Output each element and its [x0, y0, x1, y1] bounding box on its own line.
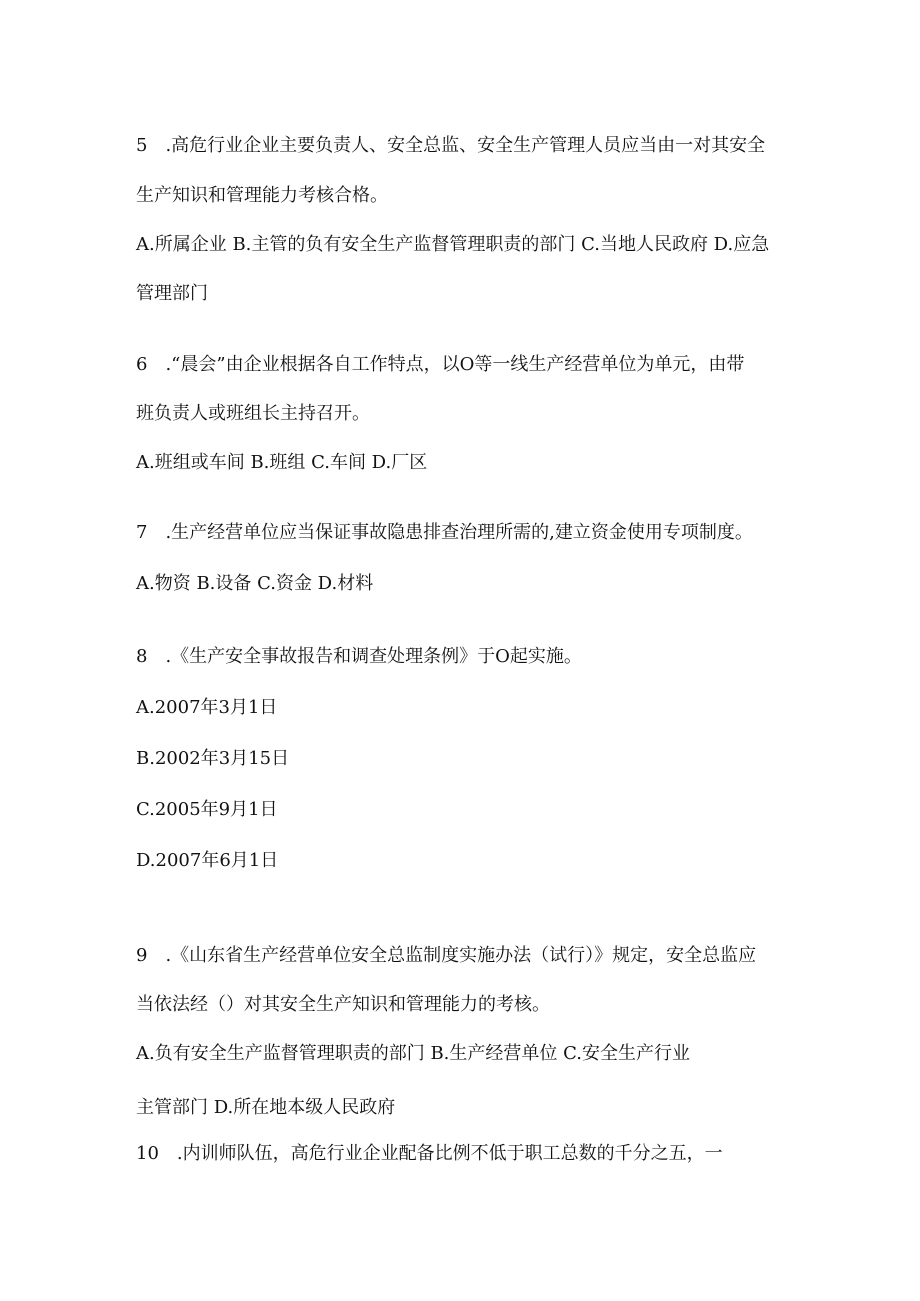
- question-5-options-line-2: 管理部门: [136, 283, 208, 304]
- question-5-text-line-1: 5 .高危行业企业主要负责人、安全总监、安全生产管理人员应当由一对其安全: [136, 135, 766, 156]
- question-10-text-line-1: 10 .内训师队伍，高危行业企业配备比例不低于职工总数的千分之五，一: [136, 1143, 723, 1164]
- question-8-option-a: A.2007年3月1日: [136, 697, 278, 718]
- question-7-text-line-1: 7 .生产经营单位应当保证事故隐患排查治理所需的,建立资金使用专项制度。: [136, 522, 753, 543]
- question-6-text-line-2: 班负责人或班组长主持召开。: [136, 403, 370, 424]
- question-8-option-c: C.2005年9月1日: [136, 799, 278, 820]
- question-8-option-d: D.2007年6月1日: [136, 850, 279, 871]
- question-6-text-line-1: 6 .“晨会”由企业根据各自工作特点，以O等一线生产经营单位为单元，由带: [136, 354, 745, 375]
- question-7-options-line-1: A.物资 B.设备 C.资金 D.材料: [136, 573, 374, 594]
- question-9-text-line-1: 9 .《山东省生产经营单位安全总监制度实施办法（试行）》规定，安全总监应: [136, 945, 757, 966]
- question-9-text-line-2: 当依法经（）对其安全生产知识和管理能力的考核。: [136, 994, 550, 1015]
- question-9-options-line-1: A.负有安全生产监督管理职责的部门 B.生产经营单位 C.安全生产行业: [136, 1043, 690, 1064]
- question-8-option-b: B.2002年3月15日: [136, 748, 290, 769]
- question-5-options-line-1: A.所属企业 B.主管的负有安全生产监督管理职责的部门 C.当地人民政府 D.应急: [136, 234, 770, 255]
- question-6-options-line-1: A.班组或车间 B.班组 C.车间 D.厂区: [136, 452, 428, 473]
- question-5-text-line-2: 生产知识和管理能力考核合格。: [136, 185, 388, 206]
- question-8-text-line-1: 8 .《生产安全事故报告和调查处理条例》于O起实施。: [136, 646, 582, 667]
- question-9-options-line-2: 主管部门 D.所在地本级人民政府: [136, 1097, 396, 1118]
